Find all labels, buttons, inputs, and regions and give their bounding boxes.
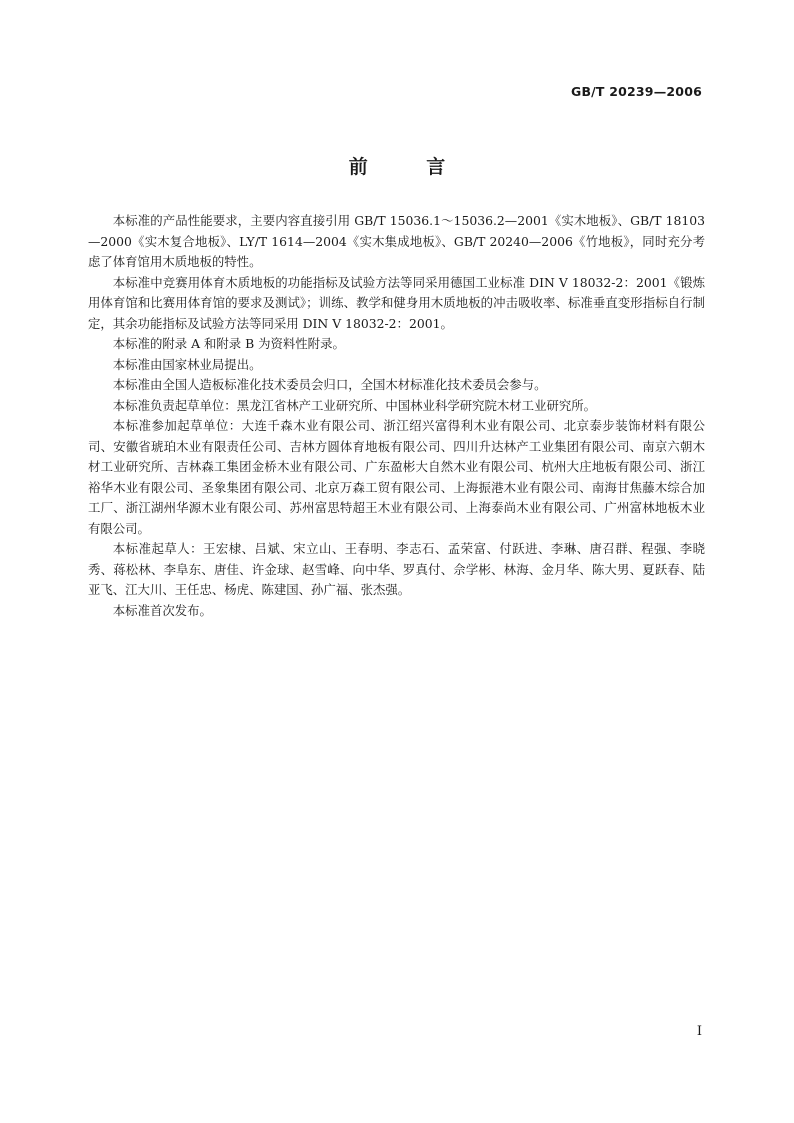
page-number: I: [696, 1024, 702, 1039]
paragraph-administrator: 本标准由全国人造板标准化技术委员会归口，全国木材标准化技术委员会参与。: [112, 377, 547, 392]
paragraph-product-requirements: 本标准的产品性能要求，主要内容直接引用 GB/T 15036.1～15036.2—2001《实木地板》、GB/T 18103—2000《实木复合地板》、LY/T 1614—2004《实木集成地板》、GB/T 20240—2006《竹地板》，同时充分考虑了体育馆用木质地板的特性。: [88, 213, 705, 269]
page-title: 前 言: [348, 156, 472, 178]
paragraph-proposer: 本标准由国家林业局提出。: [112, 356, 262, 372]
paragraph-test-methods: 本标准中竞赛用体育木质地板的功能指标及试验方法等同采用德国工业标准 DIN V 18032-2：2001《锻炼用体育馆和比赛用体育馆的要求及测试》；训练、教学和健身用木质地板的冲击吸收率、标准垂直变形指标自行制定，其余功能指标及试验方法等同采用 DIN V 18032-2：2001。: [88, 274, 705, 331]
paragraph-appendix: 本标准的附录 A 和附录 B 为资料性附录。: [112, 336, 345, 351]
paragraph-lead-drafters: 本标准负责起草单位：黑龙江省林产工业研究所、中国林业科学研究院木材工业研究所。: [112, 397, 597, 413]
paragraph-participating-drafters: 本标准参加起草单位：大连千森木业有限公司、浙江绍兴富得利木业有限公司、北京泰步装饰材料有限公司、安徽省琥珀木业有限责任公司、吉林方圆体育地板有限公司、四川升达林产工业集团有限公司、南京六朝木材工业研究所、吉林森工集团金桥木业有限公司、广东盈彬大自然木业有限公司、杭州大庄地板有限公司、浙江裕华木业有限公司、圣象集团有限公司、北京万森工贸有限公司、上海振港木业有限公司、南海甘焦藤木综合加工厂、浙江湖州华源木业有限公司、苏州富思特超王木业有限公司、上海泰尚木业有限公司、广州富林地板木业有限公司。: [88, 418, 705, 536]
body-text: [88, 211, 705, 621]
paragraph-first-release: 本标准首次发布。: [112, 602, 212, 618]
paragraph-drafters: 本标准起草人：王宏棣、吕斌、宋立山、王春明、李志石、孟荣富、付跃进、李琳、唐召群、程强、李晓秀、蒋松林、李阜东、唐佳、许金球、赵雪峰、向中华、罗真付、佘学彬、林海、金月华、陈大男、夏跃春、陆亚飞、江大川、王任忠、杨虎、陈建国、孙广福、张杰强。: [88, 541, 705, 597]
document-code: GB/T 20239—2006: [570, 84, 702, 99]
